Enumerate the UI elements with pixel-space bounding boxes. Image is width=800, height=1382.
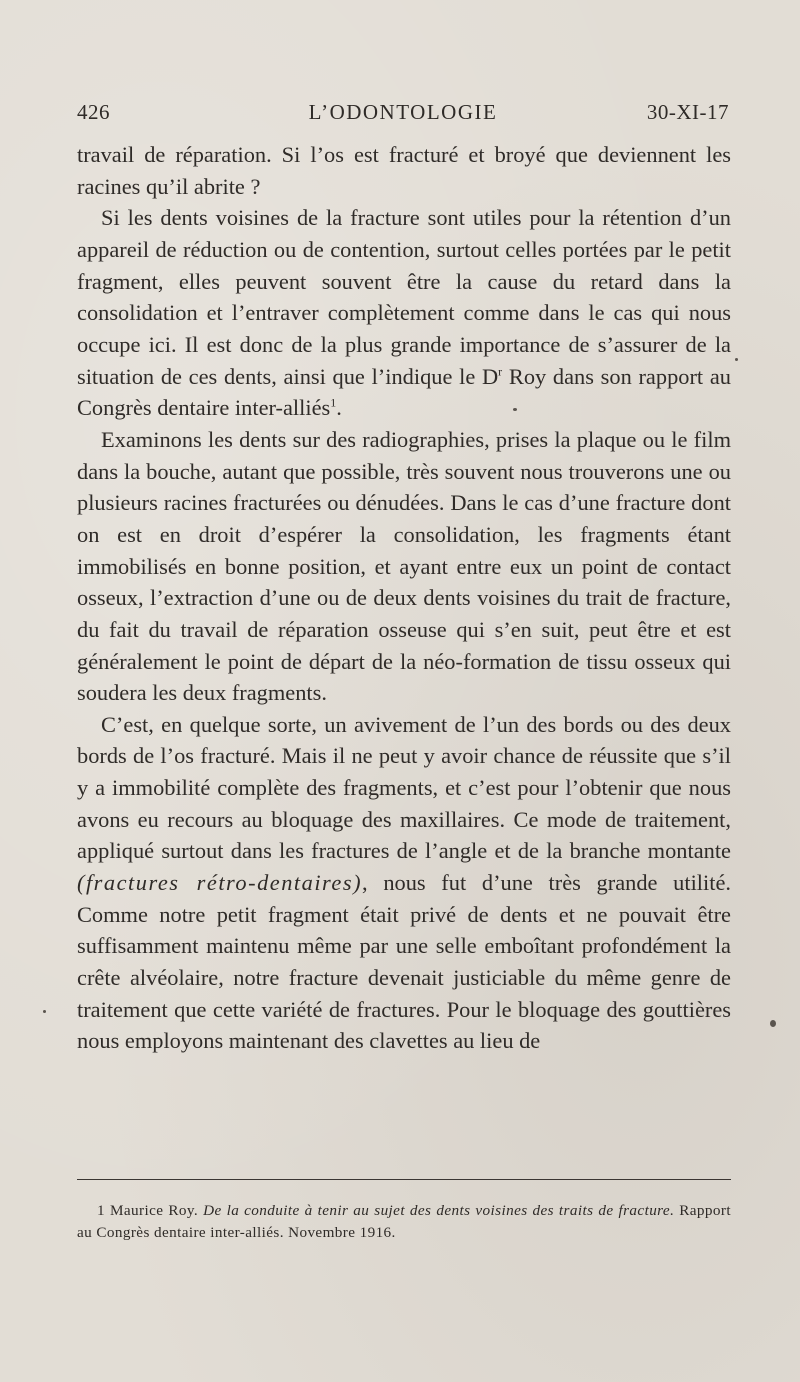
paragraph-3 (77, 424, 731, 709)
print-speck (513, 408, 517, 411)
footnote-author: Maurice Roy. (105, 1202, 204, 1219)
paragraph-4 (77, 709, 731, 1057)
print-speck (43, 1010, 46, 1013)
paragraph-2 (77, 202, 731, 424)
paragraph-2-text: Si les dents voisines de la fracture sont utiles pour la rétention d’un appareil de réduction ou de contention, surtout celles portées par le petit fragment, elles peuvent souvent être la cause du retard dans la consolidation et l’entraver complètement comme dans le cas qui nous occupe ici. Il est donc de la plus grande importance de s’assurer de la situation de ces dents, ainsi que l’indique le D (77, 205, 731, 389)
body-text (77, 139, 731, 1057)
paragraph-2-text-cont: Roy dans son rapport au Congrès dentaire inter-alliés (77, 363, 731, 421)
page-header (77, 100, 729, 130)
page-number: 426 (77, 100, 110, 124)
paragraph-3-text: Examinons les dents sur des radiographies, prises la plaque ou le film dans la bouche, autant que possible, très souvent nous trouverons une ou plusieurs racines fracturées ou dénudées. Dans le cas d’une fracture dont on est en droit d’espérer la consolidation, les fragments étant immobilisés en bonne position, et ayant entre eux un point de contact osseux, l’extraction d’une ou de deux dents voisines du trait de fracture, du fait du travail de réparation osseuse qui s’en suit, peut être et est généralement le point de départ de la néo-formation de tissu osseux qui soudera les deux fragments. (77, 426, 731, 706)
running-title: L’ODONTOLOGIE (308, 100, 498, 124)
print-speck (735, 358, 738, 361)
paragraph-4-text-cont: , nous fut d’une très grande utilité. Comme notre petit fragment était privé de dents et ne pouvait être suffisamment maintenu même par une selle emboîtant profondément la crête alvéolaire, notre fracture devenait justiciable du même genre de traitement que cette variété de fractures. Pour le bloquage des gouttières nous employons maintenant des clavettes au lieu de (77, 870, 731, 1054)
footnote-reference: 1 (330, 395, 337, 410)
paragraph-2-end: . (336, 395, 342, 421)
print-speck (770, 1020, 776, 1027)
italic-term: (fractures rétro-dentaires) (77, 870, 363, 896)
issue-date: 30-XI-17 (646, 100, 729, 124)
footnote-number: 1 (97, 1202, 105, 1219)
footnote (77, 1200, 731, 1243)
doctor-title-superscript: r (498, 364, 503, 379)
paragraph-4-text: C’est, en quelque sorte, un avivement de l’un des bords ou des deux bords de l’os fracturé. Mais il ne peut y avoir chance de réussite que s’il y a immobilité complète des fragments, et c’est pour l’obtenir que nous avons eu recours au bloquage des maxillaires. Ce mode de traitement, appliqué surtout dans les fractures de l’angle et de la branche montante (77, 711, 731, 864)
paragraph-1-text: travail de réparation. Si l’os est fracturé et broyé que deviennent les racines qu’il abrite ? (77, 142, 731, 199)
footnote-title: De la conduite à tenir au sujet des dents voisines des traits de fracture. (203, 1202, 675, 1219)
footnote-divider (77, 1179, 731, 1180)
paragraph-1 (77, 139, 731, 202)
footnote-rest: Rapport au Congrès dentaire inter-alliés. Novembre 1916. (77, 1202, 731, 1241)
